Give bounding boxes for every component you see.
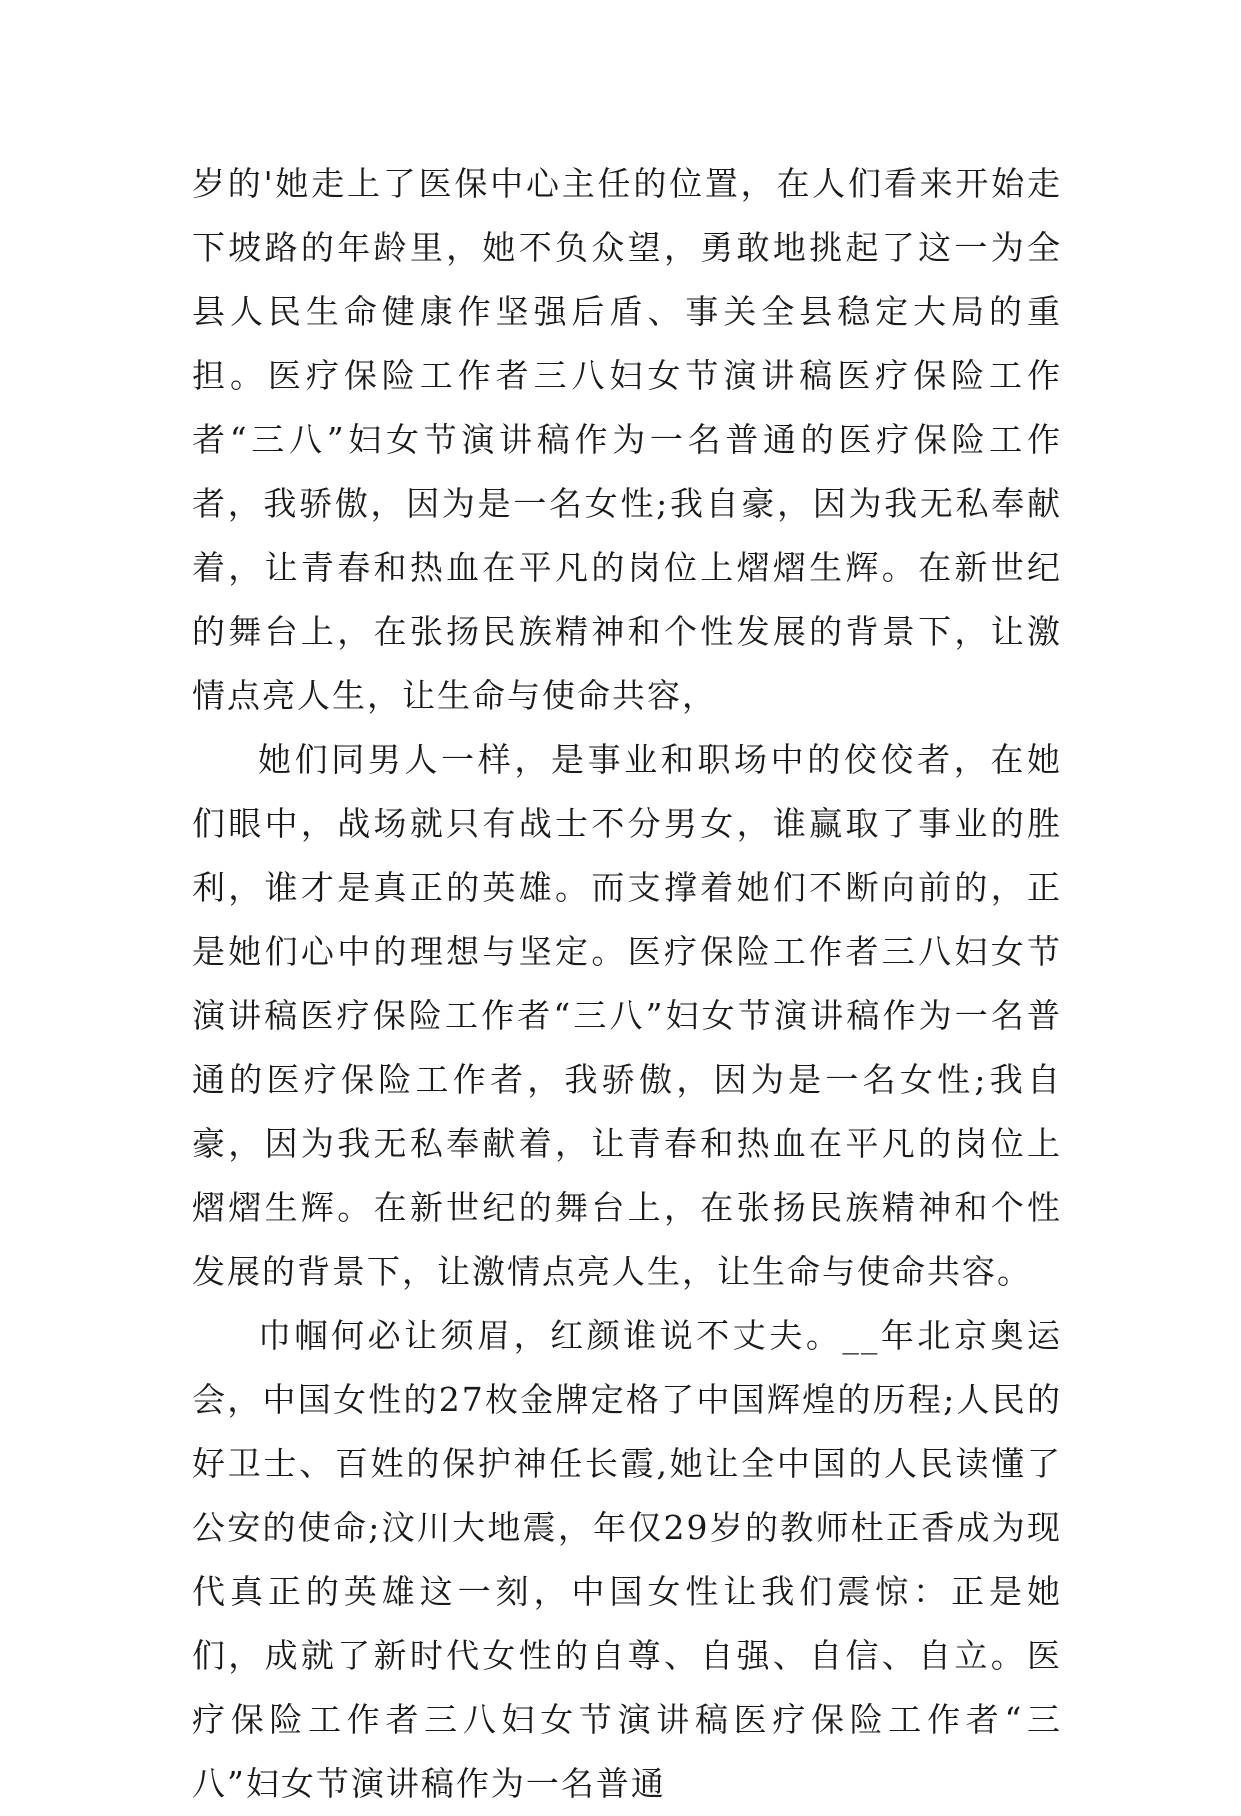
paragraph-3: 巾帼何必让须眉，红颜谁说不丈夫。__年北京奥运会，中国女性的27枚金牌定格了中国辉煌的历程;人民的好卫士、百姓的保护神任长霞,她让全中国的人民读懂了公安的使命;汶川大地震，年仅29岁的教师杜正香成为现代真正的英雄这一刻，中国女性让我们震惊：正是她们，成就了新时代女性的自尊、自强、自信、自立。医疗保险工作者三八妇女节演讲稿医疗保险工作者“三八”妇女节演讲稿作为一名普通 [192, 1316, 1062, 1803]
paragraph-2: 她们同男人一样，是事业和职场中的佼佼者，在她们眼中，战场就只有战士不分男女，谁赢取了事业的胜利，谁才是真正的英雄。而支撑着她们不断向前的，正是她们心中的理想与坚定。医疗保险工作者三八妇女节演讲稿医疗保险工作者“三八”妇女节演讲稿作为一名普通的医疗保险工作者，我骄傲，因为是一名女性;我自豪，因为我无私奉献着，让青春和热血在平凡的岗位上熠熠生辉。在新世纪的舞台上，在张扬民族精神和个性发展的背景下，让激情点亮人生，让生命与使命共容。 [192, 740, 1062, 1291]
paragraph-1: 岁的'她走上了医保中心主任的位置，在人们看来开始走下坡路的年龄里，她不负众望，勇敢地挑起了这一为全县人民生命健康作坚强后盾、事关全县稳定大局的重担。医疗保险工作者三八妇女节演讲稿医疗保险工作者“三八”妇女节演讲稿作为一名普通的医疗保险工作者，我骄傲，因为是一名女性;我自豪，因为我无私奉献着，让青春和热血在平凡的岗位上熠熠生辉。在新世纪的舞台上，在张扬民族精神和个性发展的背景下，让激情点亮人生，让生命与使命共容， [192, 164, 1062, 715]
document-body [192, 152, 1062, 1816]
